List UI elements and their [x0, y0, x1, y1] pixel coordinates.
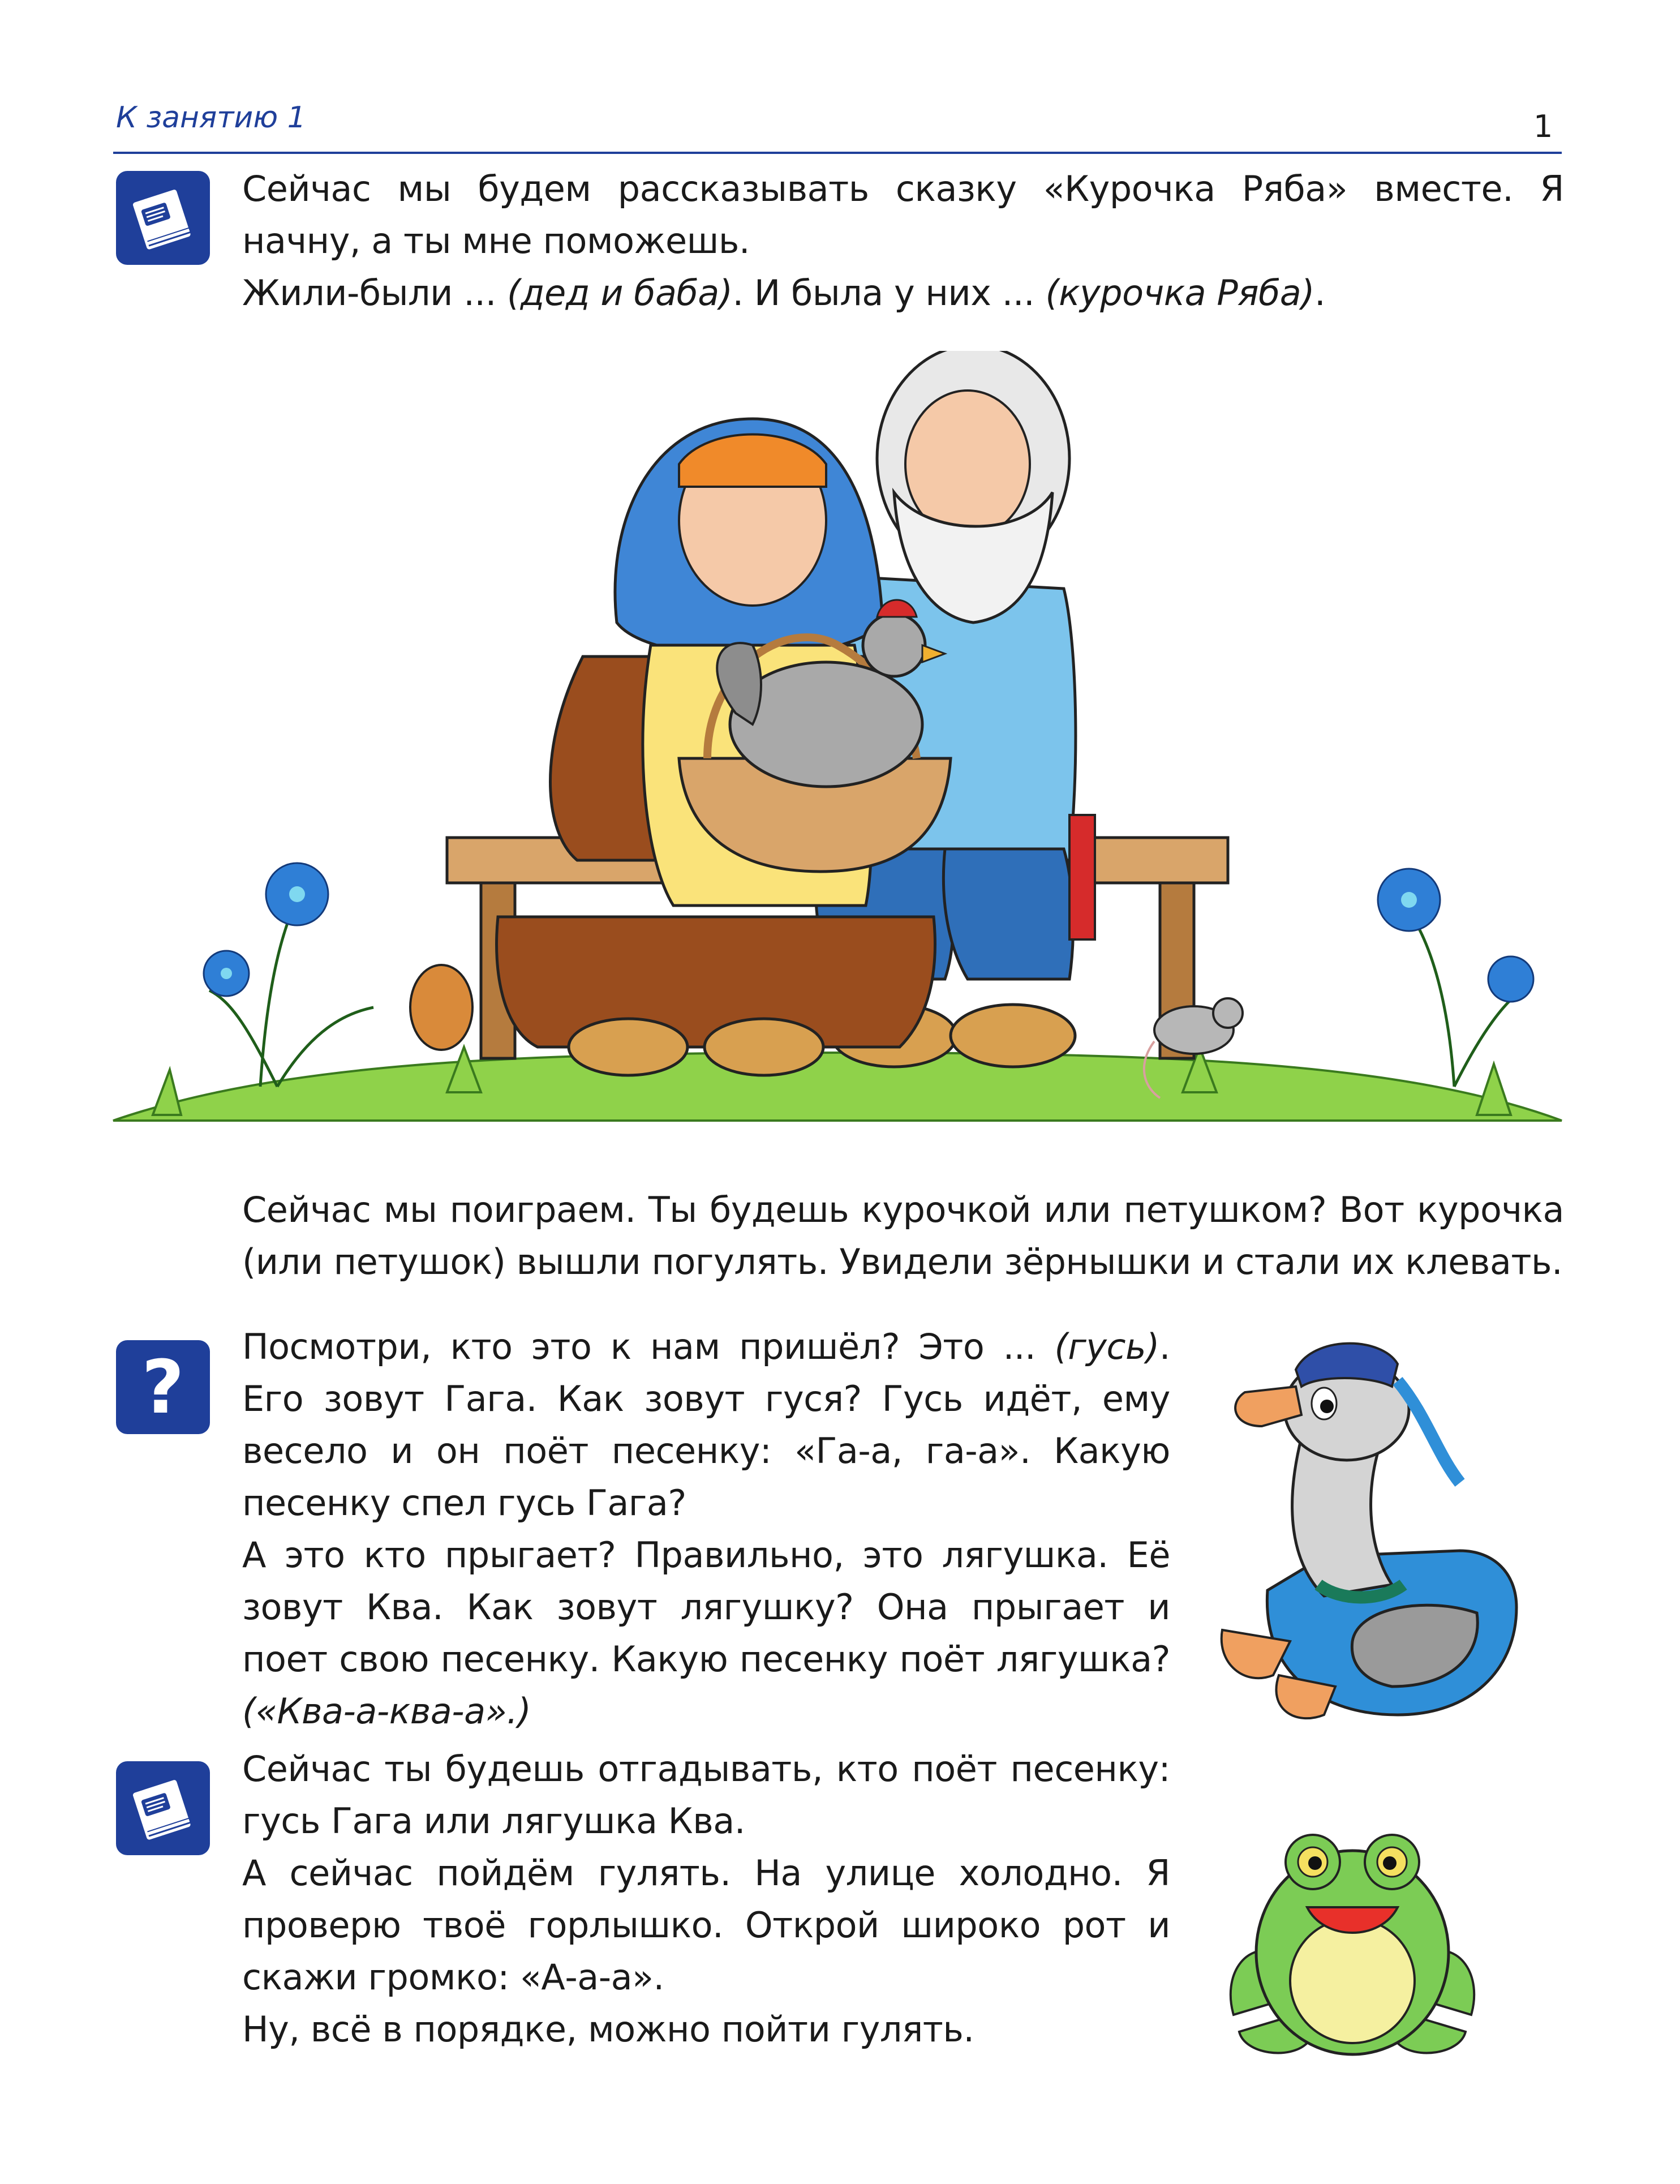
frog-text: [242, 1529, 1170, 1737]
question-icon: [116, 1340, 210, 1434]
frog-text-a: А это кто прыгает? Правильно, это лягушка. Её зовут Ква. Как зовут лягушку? Она прыгает и поет свою песенку. Какую песенку поёт лягушка?: [242, 1534, 1170, 1680]
goose-frog-paragraph: [242, 1321, 1170, 1737]
book-icon: [116, 171, 210, 265]
game-paragraph: [242, 1184, 1564, 1288]
page-number: 1: [1533, 109, 1553, 144]
goose-text-a: Посмотри, кто это к нам пришёл? Это ...: [242, 1326, 1055, 1367]
intro-line-2c: . И была у них ...: [732, 272, 1046, 314]
illustration-grandparents-hen: [108, 351, 1567, 1132]
goose-text: [242, 1321, 1170, 1529]
goose-text-c: . Его зовут Гага. Как зовут гуся? Гусь идёт, ему весело и он поёт песенку: «Га-а, га-а». Какую песенку спел гусь Гага?: [242, 1326, 1170, 1524]
intro-line-2e: .: [1314, 272, 1326, 314]
illustration-frog: [1211, 1828, 1494, 2066]
guess-text: Сейчас ты будешь отгадывать, кто поёт песенку: гусь Гага или лягушка Ква.: [242, 1748, 1170, 1842]
intro-line-2a: Жили-были ...: [242, 272, 508, 314]
intro-paragraph: [242, 163, 1564, 319]
intro-line-1: Сейчас мы будем рассказывать сказку «Курочка Ряба» вместе. Я начну, а ты мне поможешь.: [242, 168, 1564, 261]
section-title: К занятию 1: [116, 101, 306, 135]
answer-hen: (курочка Ряба): [1045, 272, 1314, 314]
svg-text:?: ?: [141, 1344, 184, 1430]
illustration-goose: [1211, 1324, 1528, 1732]
answer-goose: (гусь): [1054, 1326, 1159, 1367]
game-text: Сейчас мы поиграем. Ты будешь курочкой или петушком? Вот курочка (или петушок) вышли погулять. Увидели зёрнышки и стали их клевать.: [242, 1189, 1564, 1282]
header-rule: [113, 152, 1562, 154]
walk-text: Ну, всё в порядке, можно пойти гулять.: [242, 2009, 974, 2050]
answer-grandparents: (дед и баба): [507, 272, 733, 314]
book-icon: [116, 1761, 210, 1855]
answer-frog-song: («Ква-а-ква-а».): [242, 1690, 531, 1732]
intro-line-2: [242, 267, 1564, 319]
guess-walk-paragraph: [242, 1743, 1170, 2056]
throat-text: А сейчас пойдём гулять. На улице холодно. Я проверю твоё горлышко. Открой широко рот и скажи громко: «А-а-а».: [242, 1852, 1170, 1998]
